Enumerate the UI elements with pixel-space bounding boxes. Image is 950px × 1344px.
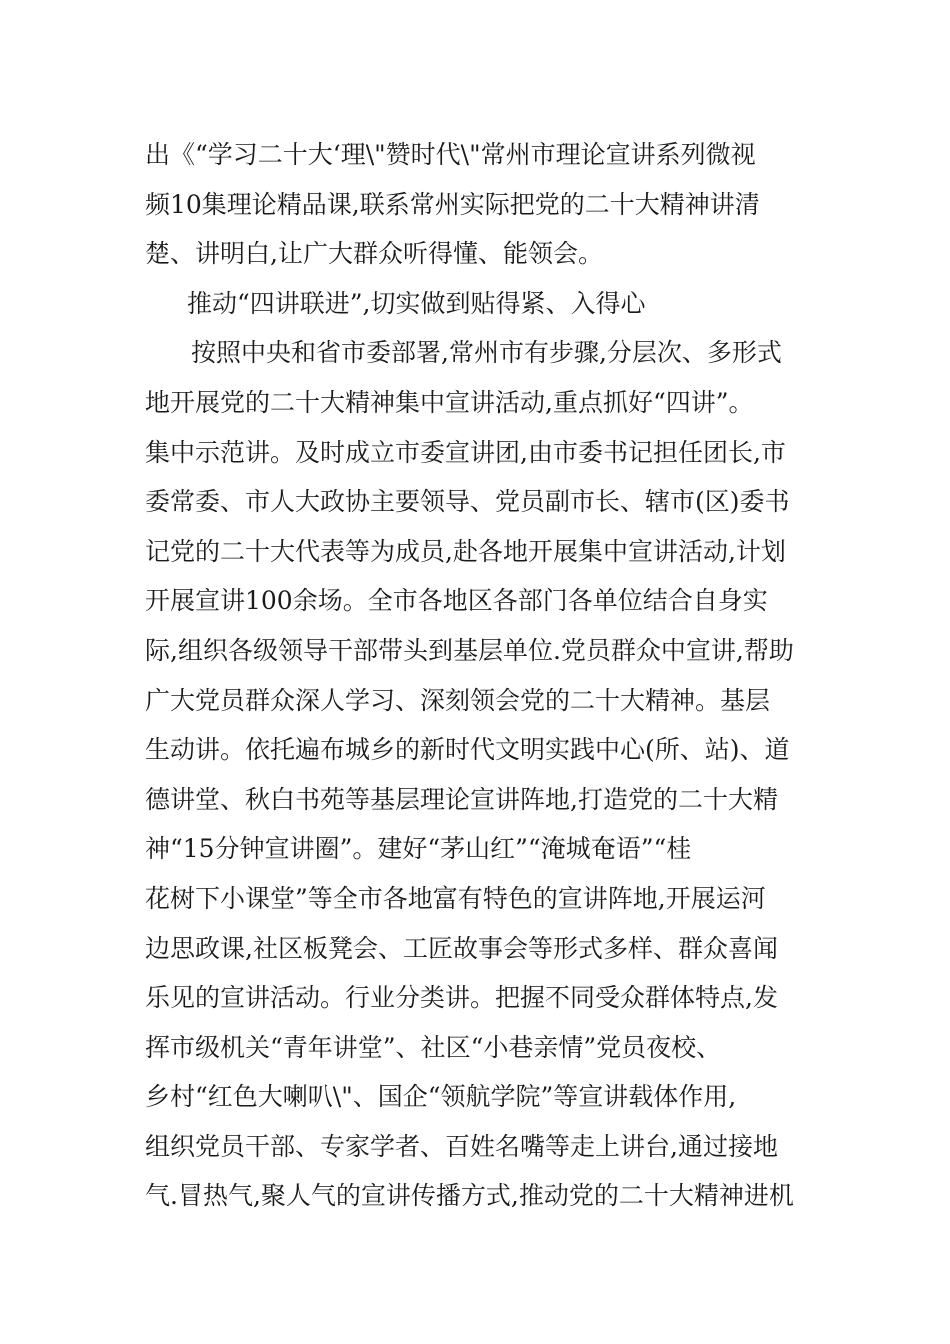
document-body — [145, 130, 815, 1221]
text-line: 广大党员群众深人学习、深刻领会党的二十大精神。基层 — [145, 685, 771, 715]
text-line: 德讲堂、秋白书苑等基层理论宣讲阵地,打造党的二十大精 — [145, 784, 778, 814]
text-line: 边思政课,社区板凳会、工匠故事会等形式多样、群众喜闻 — [145, 933, 778, 963]
text-line: 楚、讲明白,让广大群众听得懂、能领会。 — [145, 239, 603, 269]
text-line: 际,组织各级领导干部带头到基层单位.党员群众中宣讲,帮助 — [145, 635, 794, 665]
text-line: 花树下小课堂”等全市各地富有特色的宣讲阵地,开展运河 — [145, 883, 766, 913]
text-line: 频10集理论精品课,联系常州实际把党的二十大精神讲清 — [145, 189, 760, 219]
text-line: 乡村“红色大喇叭\"、国企“领航学院”等宣讲载体作用, — [145, 1082, 737, 1112]
text-line: 记党的二十大代表等为成员,赴各地开展集中宣讲活动,计划 — [145, 536, 786, 566]
section-heading: 推动“四讲联进”,切实做到贴得紧、入得心 — [187, 288, 646, 318]
text-line: 委常委、市人大政协主要领导、党员副市长、辖市(区)委书 — [145, 487, 790, 517]
text-line: 气.冒热气,聚人气的宣讲传播方式,推动党的二十大精神进机 — [145, 1181, 794, 1211]
text-line: 乐见的宣讲活动。行业分类讲。把握不同受众群体特点,发 — [145, 983, 778, 1013]
text-line: 按照中央和省市委部署,常州市有步骤,分层次、多形式 — [191, 338, 782, 368]
text-line: 开展宣讲100余场。全市各地区各部门各单位结合自身实 — [145, 586, 768, 616]
text-line: 出《“学习二十大‘理\"赞时代\"常州市理论宣讲系列微视 — [145, 140, 756, 169]
text-line: 组织党员干部、专家学者、百姓名嘴等走上讲台,通过接地 — [145, 1131, 778, 1161]
text-line: 神“15分钟宣讲圈”。建好“茅山红”“淹城奄语”“桂 — [145, 834, 692, 864]
text-line: 地开展党的二十大精神集中宣讲活动,重点抓好“四讲”。 — [145, 387, 754, 417]
text-line: 集中示范讲。及时成立市委宣讲团,由市委书记担任团长,市 — [145, 437, 786, 467]
text-line: 生动讲。依托遍布城乡的新时代文明实践中心(所、站)、道 — [145, 735, 790, 765]
text-line: 挥市级机关“青年讲堂”、社区“小巷亲情”党员夜校、 — [145, 1032, 722, 1062]
